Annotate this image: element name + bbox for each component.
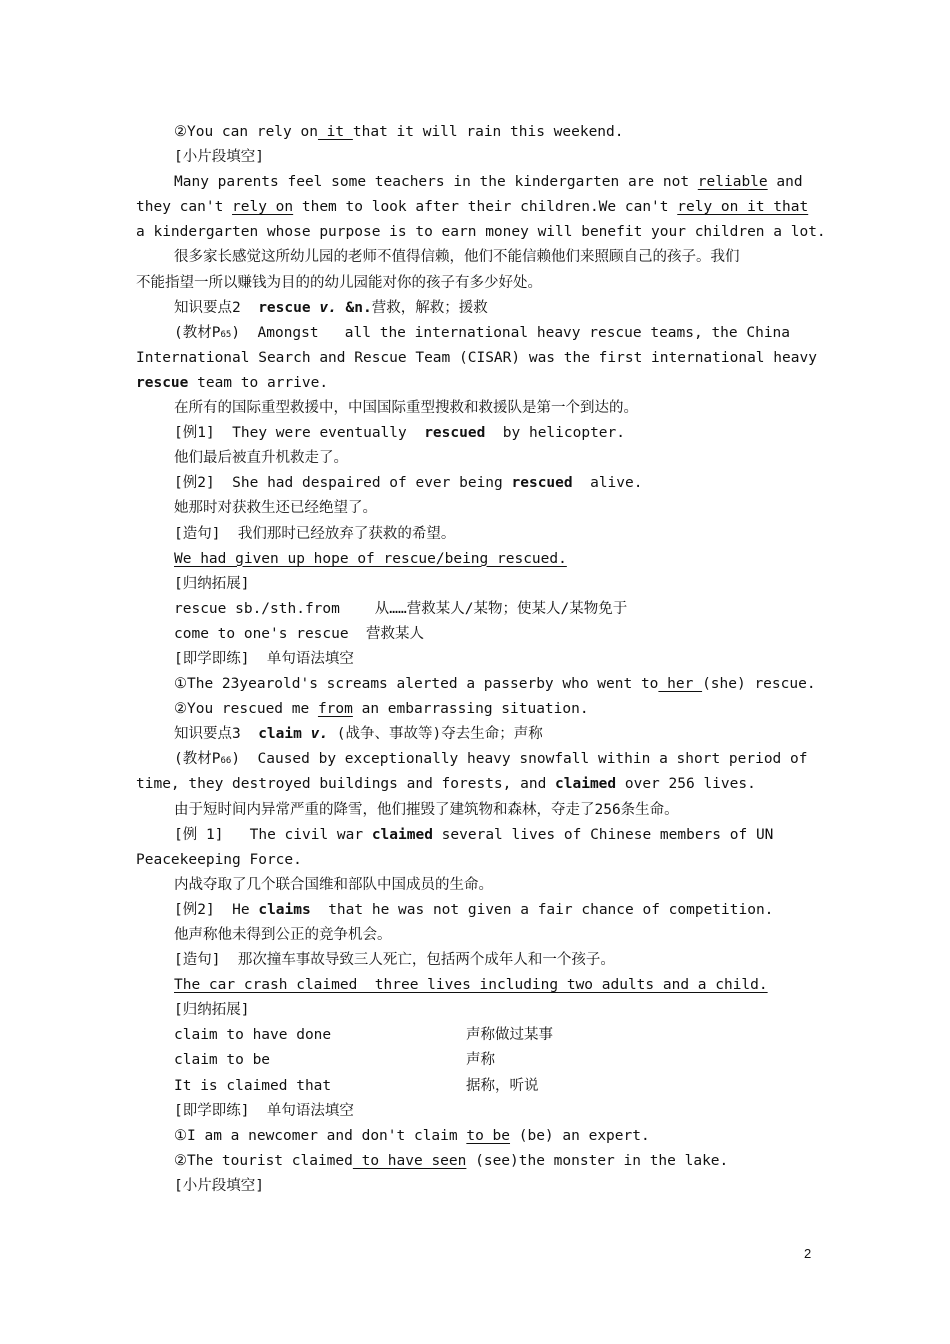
text-line: (教材P65) Amongst all the international heavy rescue teams, the China [174,324,791,341]
translation-line: 他们最后被直升机救走了。 [174,450,348,467]
sentence-answer: The car crash claimed three lives including two adults and a child. [174,977,768,994]
section-label: [即学即练] 单句语法填空 [174,1102,354,1119]
document-body [136,120,826,1199]
section-label: [归纳拓展] [174,575,250,592]
translation-line: 在所有的国际重型救援中，中国国际重型搜救和救援队是第一个到达的。 [174,400,638,417]
exercise-line: ②You rescued me from an embarrassing situation. [174,701,589,718]
example-line: [例2] He claims that he was not given a fair chance of competition. [174,901,774,918]
page-number: 2 [804,1246,812,1261]
text-line: (教材P66) Caused by exceptionally heavy snowfall within a short period of [174,751,808,768]
section-label: [归纳拓展] [174,1002,250,1019]
phrase-row: claim to be 声称 [174,1052,495,1069]
phrase-line: come to one's rescue 营救某人 [174,625,425,642]
sentence-prompt: [造句] 那次撞车事故导致三人死亡，包括两个成年人和一个孩子。 [174,952,615,969]
text-line: rescue team to arrive. [136,374,329,391]
knowledge-point-heading: 知识要点3 claim v. (战争、事故等)夺去生命；声称 [174,726,543,743]
text-line: ②You can rely on it that it will rain this weekend. [174,124,624,140]
translation-line: 很多家长感觉这所幼儿园的老师不值得信赖，他们不能信赖他们来照顾自己的孩子。我们 [174,249,740,266]
section-label: [小片段填空] [174,149,264,166]
text-line: they can't rely on them to look after their children.We can't rely on it that [136,199,809,216]
knowledge-point-heading: 知识要点2 rescue v. &n.营救，解救；援救 [174,299,488,316]
exercise-line: ②The tourist claimed to have seen (see)the monster in the lake. [174,1152,729,1169]
sentence-answer: We had given up hope of rescue/being rescued. [174,550,567,567]
section-label: [小片段填空] [174,1177,264,1194]
example-line: [例 1] The civil war claimed several lives of Chinese members of UN [174,826,774,843]
translation-line: 不能指望一所以赚钱为目的的幼儿园能对你的孩子有多少好处。 [136,274,542,291]
text-line: Many parents feel some teachers in the kindergarten are not reliable and [174,174,803,191]
example-line: [例1] They were eventually rescued by helicopter. [174,425,625,442]
translation-line: 他声称他未得到公正的竞争机会。 [174,927,392,943]
exercise-line: ①The 23yearold's screams alerted a passerby who went to her (she) rescue. [174,676,816,693]
text-line: time, they destroyed buildings and forests, and claimed over 256 lives. [136,776,756,793]
translation-line: 她那时对获救生还已经绝望了。 [174,500,377,517]
translation-line: 由于短时间内异常严重的降雪，他们摧毁了建筑物和森林，夺走了256条生命。 [174,801,679,818]
phrase-row: claim to have done 声称做过某事 [174,1027,553,1044]
translation-line: 内战夺取了几个联合国维和部队中国成员的生命。 [174,876,493,893]
example-line: [例2] She had despaired of ever being rescued alive. [174,475,643,492]
phrase-row: It is claimed that 据称，听说 [174,1077,539,1094]
phrase-line: rescue sb./sth.from 从……营救某人/某物；使某人/某物免于 [174,600,628,617]
exercise-line: ①I am a newcomer and don't claim to be (be) an expert. [174,1127,650,1144]
text-line: a kindergarten whose purpose is to earn money will benefit your children a lot. [136,224,826,241]
section-label: [即学即练] 单句语法填空 [174,650,354,667]
text-line: Peacekeeping Force. [136,851,302,868]
sentence-prompt: [造句] 我们那时已经放弃了获救的希望。 [174,525,456,542]
text-line: International Search and Rescue Team (CISAR) was the first international heavy [136,349,817,366]
